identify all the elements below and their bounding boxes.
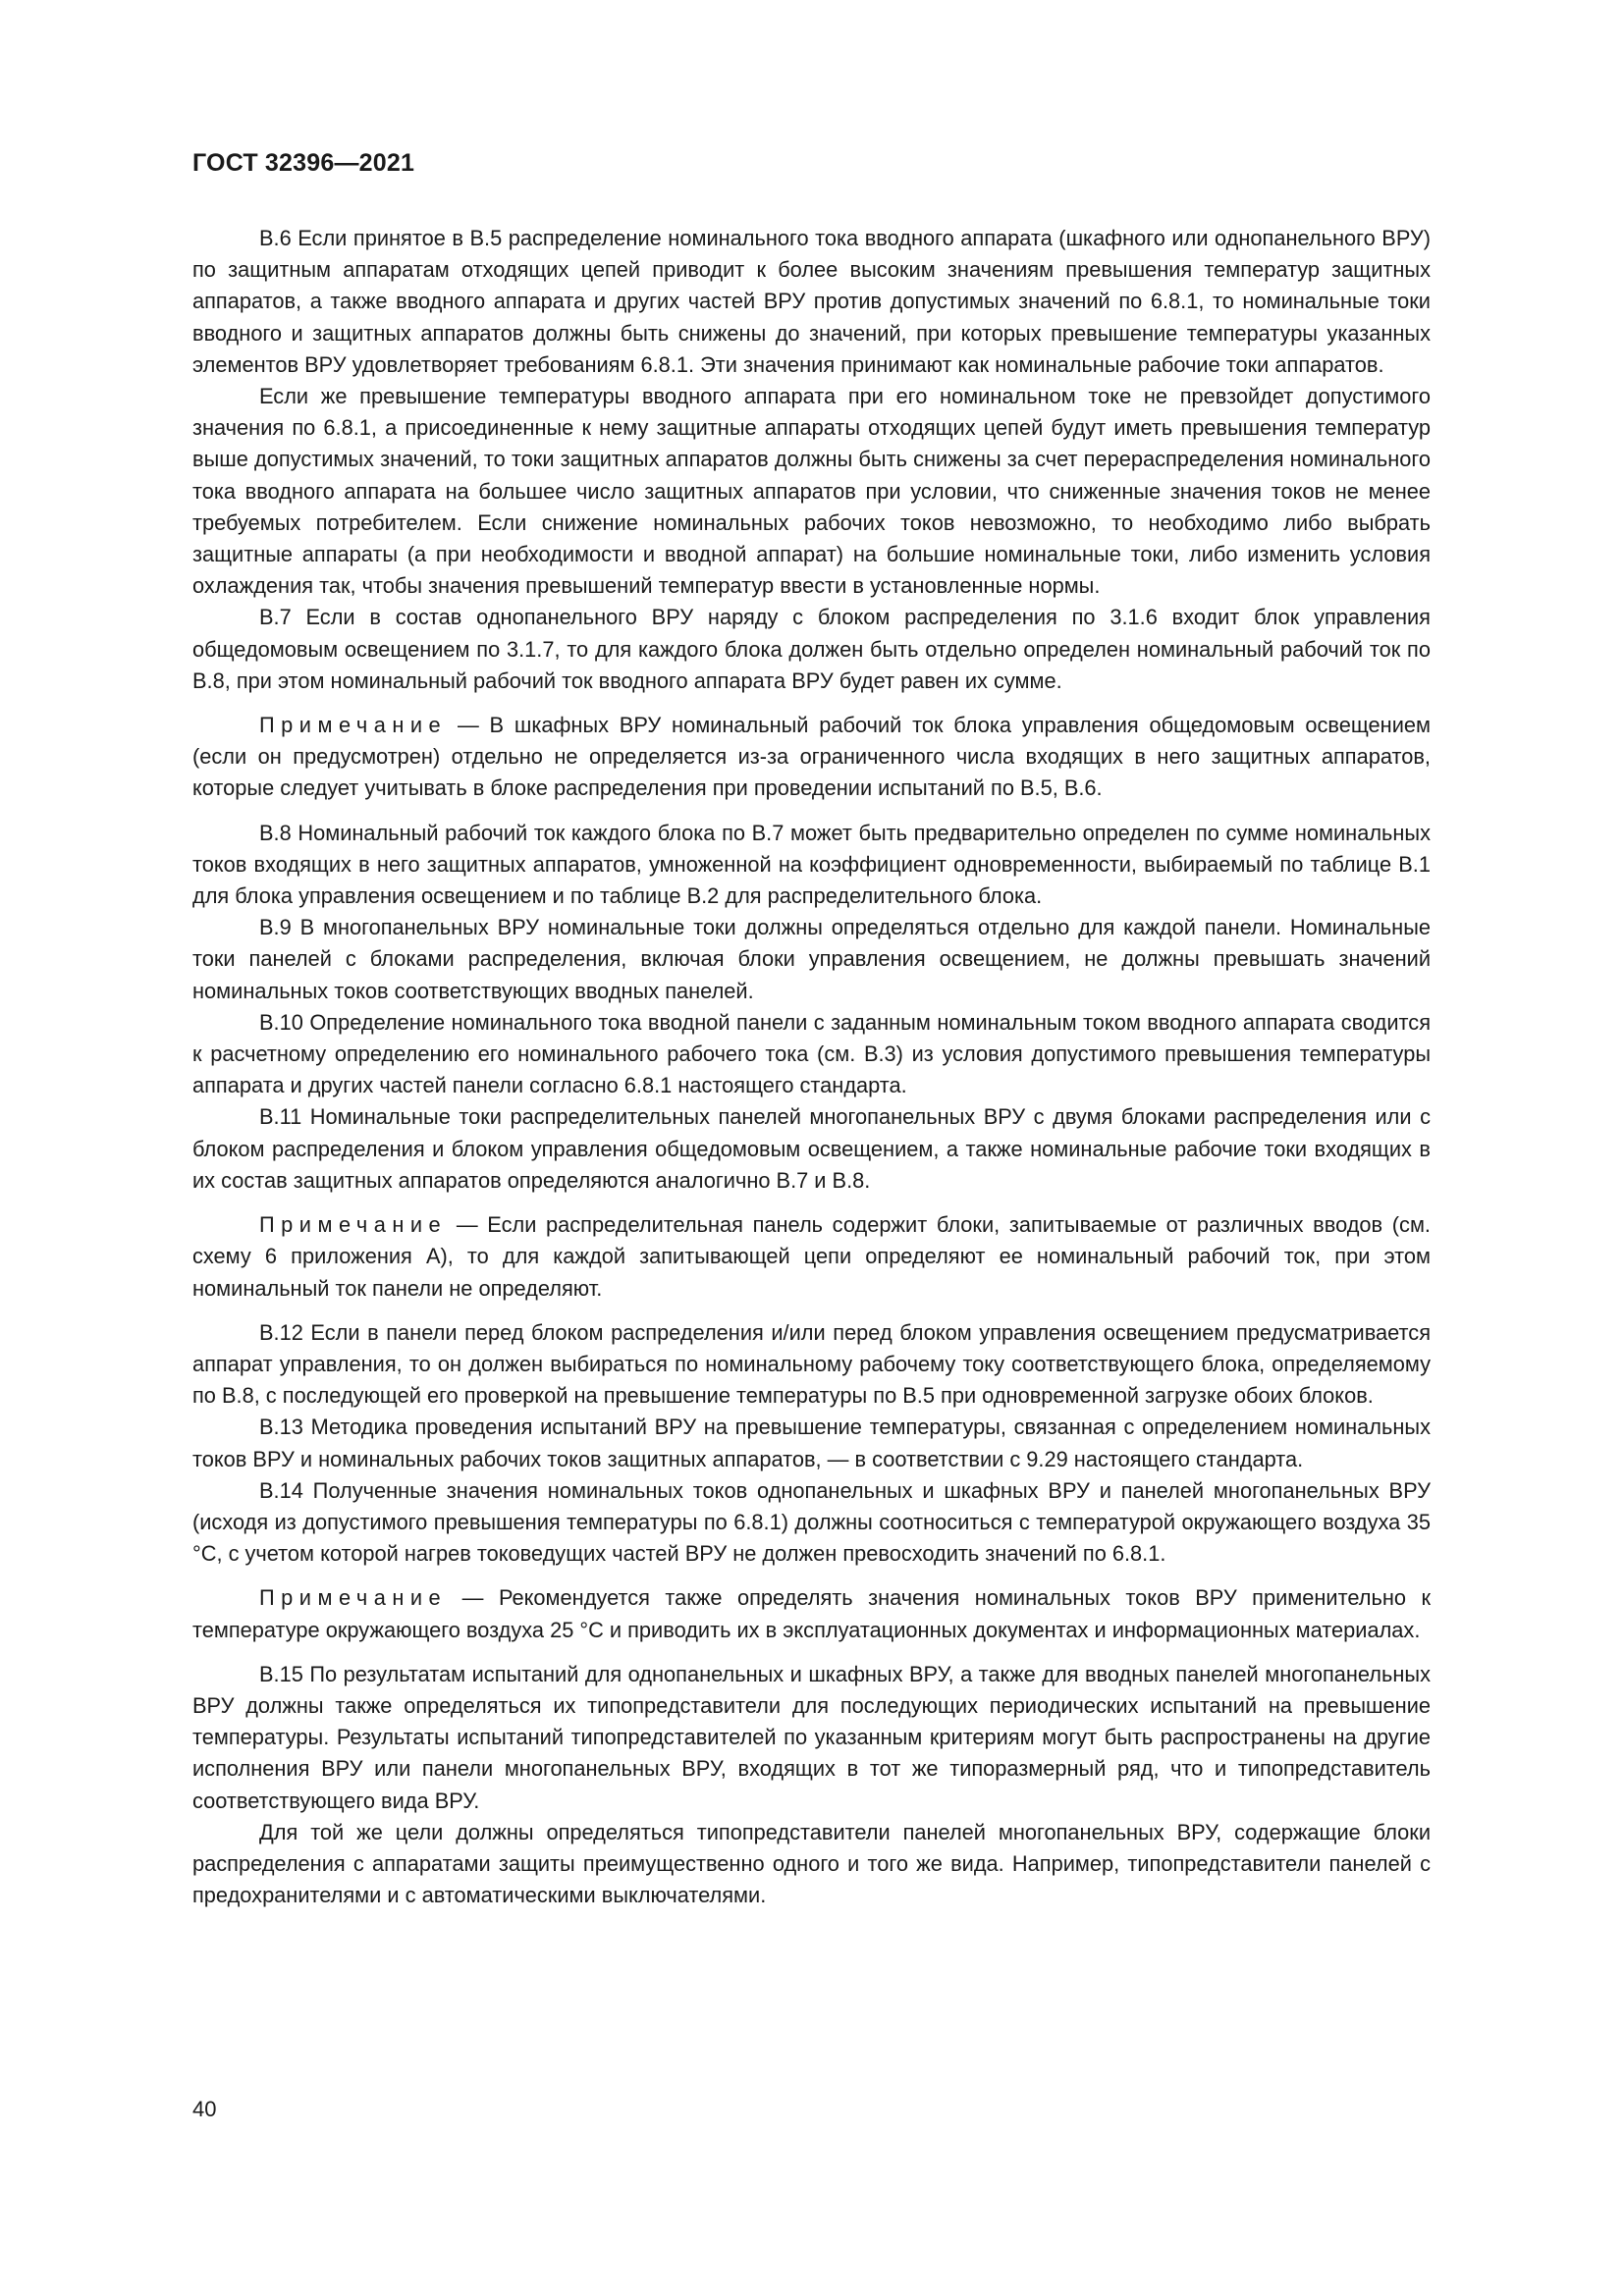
paragraph-b15: В.15 По результатам испытаний для однопанельных и шкафных ВРУ, а также для вводных панелей многопанельных ВРУ должны также определяться их типопредставители для последующих периодических испытаний на превышение температуры. Результаты испытаний типопредставителей по указанным критериям могут быть распространены на другие исполнения ВРУ или панели многопанельных ВРУ, входящих в тот же типоразмерный ряд, что и типопредставитель соответствующего вида ВРУ. [192,1661,1431,1813]
note-text: — Рекомендуется также определять значения номинальных токов ВРУ применительно к температуре окружающего воздуха 25 °С и приводить их в эксплуатационных документах и информационных материалах. [192,1585,1431,1642]
document-header: ГОСТ 32396—2021 [192,149,415,177]
paragraph-b11: В.11 Номинальные токи распределительных панелей многопанельных ВРУ с двумя блоками распределения или с блоком распределения и блоком управления общедомовым освещением, а также номинальные рабочие токи входящих в их состав защитных аппаратов определяются аналогично В.7 и В.8. [192,1104,1431,1193]
note-2 [192,1209,1431,1305]
paragraph-b13: В.13 Методика проведения испытаний ВРУ на превышение температуры, связанная с определением номинальных токов ВРУ и номинальных рабочих токов защитных аппаратов, — в соответствии с 9.29 настоящего стандарта. [192,1415,1431,1471]
note-label: Примечание [259,713,448,738]
note-1 [192,710,1431,805]
paragraph-b10: В.10 Определение номинального тока вводной панели с заданным номинальным током вводного аппарата сводится к расчетному определению его номинального рабочего тока (см. В.3) из условия допустимого превышения температуры аппарата и других частей панели согласно 6.8.1 настоящего стандарта. [192,1009,1431,1098]
note-label: Примечание [259,1212,448,1238]
paragraph-b12: В.12 Если в панели перед блоком распределения и/или перед блоком управления освещением предусматривается аппарат управления, то он должен выбираться по номинальному рабочему току соответствующего блока, определяемому по В.8, с последующей его проверкой на превышение температуры по В.5 при одновременной загрузке обоих блоков. [192,1319,1431,1409]
paragraph-b7: В.7 Если в состав однопанельного ВРУ наряду с блоком распределения по 3.1.6 входит блок управления общедомовым освещением по 3.1.7, то для каждого блока должен быть отдельно определен номинальный рабочий ток по В.8, при этом номинальный рабочий ток вводного аппарата ВРУ будет равен их сумме. [192,605,1431,693]
note-text: — Если распределительная панель содержит блоки, запитываемые от различных вводов (см. схему 6 приложения А), то для каждой запитывающей цепи определяют ее номинальный рабочий ток, при этом номинальный ток панели не определяют. [192,1212,1431,1301]
note-3 [192,1582,1431,1645]
note-text: — В шкафных ВРУ номинальный рабочий ток блока управления общедомовым освещением (если он предусмотрен) отдельно не определяется из-за ограниченного числа входящих в него защитных аппаратов, которые следует учитывать в блоке распределения при проведении испытаний по В.5, В.6. [192,713,1431,801]
paragraph-b14: В.14 Полученные значения номинальных токов однопанельных и шкафных ВРУ и панелей многопанельных ВРУ (исходя из допустимого превышения температуры по 6.8.1) должны соотноситься с температурой окружающего воздуха 35 °С, с учетом которой нагрев токоведущих частей ВРУ не должен превосходить значений по 6.8.1. [192,1477,1431,1567]
paragraph-b6-cont: Если же превышение температуры вводного аппарата при его номинальном токе не превзойдет допустимого значения по 6.8.1, а присоединенные к нему защитные аппараты отходящих цепей будут иметь превышения температур выше допустимых значений, то токи защитных аппаратов должны быть снижены за счет перераспределения номинального тока вводного аппарата на большее число защитных аппаратов при условии, что сниженные значения токов не менее требуемых потребителем. Если снижение номинальных рабочих токов невозможно, то необходимо либо выбрать защитные аппараты (а при необходимости и вводной аппарат) на большие номинальные токи, либо изменить условия охлаждения так, чтобы значения превышений температур ввести в установленные нормы. [192,384,1431,599]
paragraph-b9: В.9 В многопанельных ВРУ номинальные токи должны определяться отдельно для каждой панели. Номинальные токи панелей с блоками распределения, включая блоки управления освещением, не должны превышать значений номинальных токов соответствующих вводных панелей. [192,915,1431,1003]
paragraph-b8: В.8 Номинальный рабочий ток каждого блока по В.7 может быть предварительно определен по сумме номинальных токов входящих в него защитных аппаратов, умноженной на коэффициент одновременности, выбираемый по таблице В.1 для блока управления освещением и по таблице В.2 для распределительного блока. [192,820,1431,909]
note-label: Примечание [259,1585,448,1611]
paragraph-b15-cont: Для той же цели должны определяться типопредставители панелей многопанельных ВРУ, содержащие блоки распределения с аппаратами защиты преимущественно одного и того же вида. Например, типопредставители панелей с предохранителями и с автоматическими выключателями. [192,1819,1431,1908]
paragraph-b6: В.6 Если принятое в В.5 распределение номинального тока вводного аппарата (шкафного или однопанельного ВРУ) по защитным аппаратам отходящих цепей приводит к более высоким значениям превышения температур защитных аппаратов, а также вводного аппарата и других частей ВРУ против допустимых значений по 6.8.1, то номинальные токи вводного и защитных аппаратов должны быть снижены до значений, при которых превышение температуры указанных элементов ВРУ удовлетворяет требованиям 6.8.1. Эти значения принимают как номинальные рабочие токи аппаратов. [192,226,1431,377]
page-number: 40 [192,2097,217,2121]
document-body [192,223,1431,1911]
